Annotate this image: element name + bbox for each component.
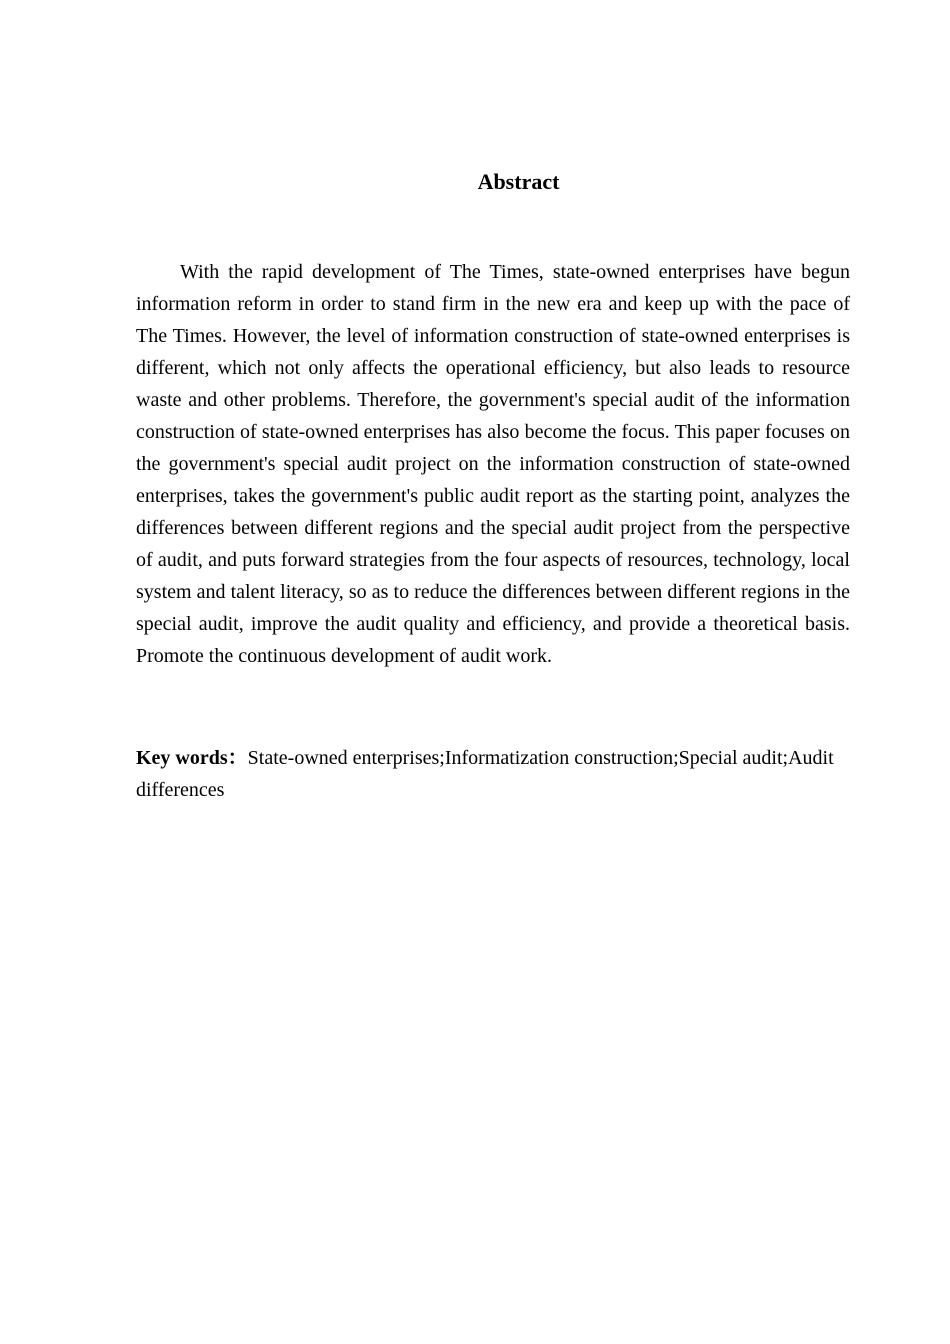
keywords-line	[136, 742, 850, 806]
abstract-body: With the rapid development of The Times, state-owned enterprises have begun information reform in order to stand firm in the new era and keep up with the pace of The Times. However, the level of information construction of state-owned enterprises is different, which not only affects the operational efficiency, but also leads to resource waste and other problems. Therefore, the government's special audit of the information construction of state-owned enterprises has also become the focus. This paper focuses on the government's special audit project on the information construction of state-owned enterprises, takes the government's public audit report as the starting point, analyzes the differences between different regions and the special audit project from the perspective of audit, and puts forward strategies from the four aspects of resources, technology, local system and talent literacy, so as to reduce the differences between different regions in the special audit, improve the audit quality and efficiency, and provide a theoretical basis. Promote the continuous development of audit work.	[136, 261, 850, 667]
keywords-text: State-owned enterprises;Informatization construction;Special audit;Audit differences	[136, 747, 834, 801]
abstract-title: Abstract	[477, 169, 560, 194]
keywords-label: Key words：	[136, 747, 248, 769]
